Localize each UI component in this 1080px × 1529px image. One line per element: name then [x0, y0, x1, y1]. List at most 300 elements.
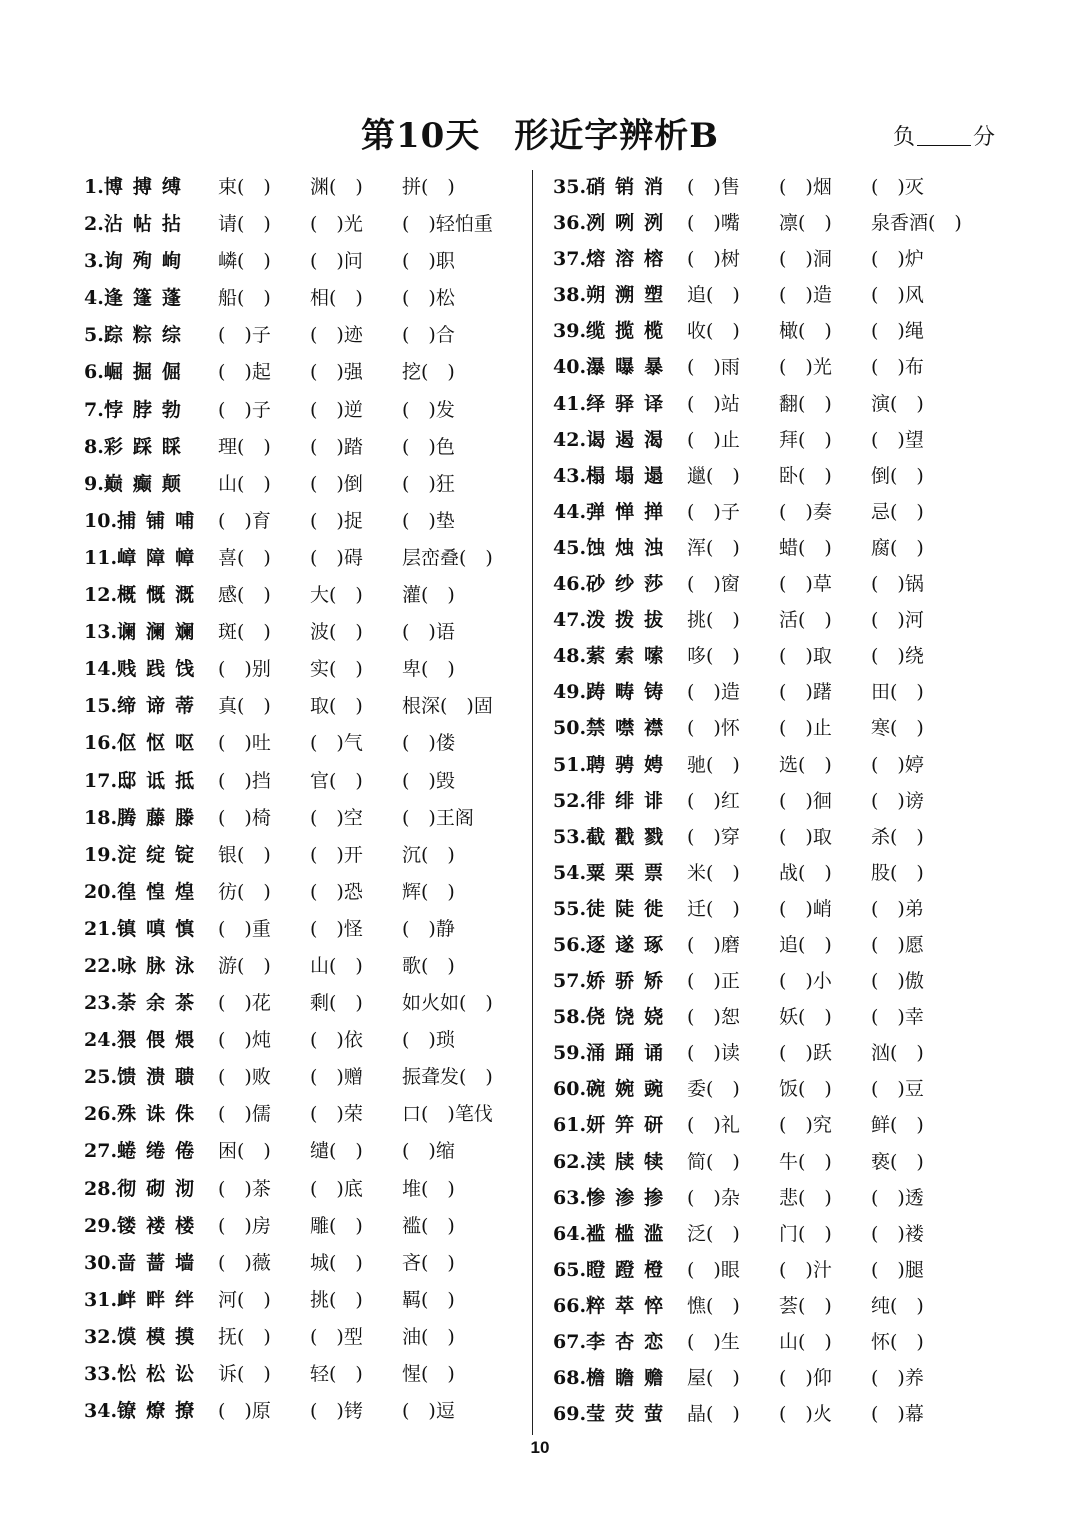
fill-blank-word[interactable]: ( )强: [310, 361, 363, 384]
fill-blank-word[interactable]: ( )花: [218, 992, 271, 1015]
fill-blank-word[interactable]: 灌( ): [402, 584, 455, 607]
exercise-characters: 博搏缚: [103, 176, 191, 198]
exercise-number: 23.: [84, 992, 118, 1015]
exercise-characters: 逐遂琢: [586, 933, 674, 956]
exercise-number: 4.: [84, 287, 104, 310]
exercise-number: 66.: [553, 1294, 587, 1317]
fill-blank-word[interactable]: ( )子: [218, 324, 271, 347]
fill-blank-word[interactable]: ( )恐: [310, 880, 363, 903]
exercise-number: 63.: [553, 1186, 587, 1209]
fill-blank-word[interactable]: 浑( ): [687, 536, 740, 559]
fill-blank-word[interactable]: ( )止: [687, 428, 740, 451]
fill-blank-word[interactable]: ( )赠: [310, 1066, 363, 1089]
fill-blank-word[interactable]: 彷( ): [218, 880, 271, 903]
fill-blank-word[interactable]: ( )开: [310, 843, 363, 866]
exercise-characters: 馈溃聩: [117, 1066, 205, 1089]
exercise-label: [553, 573, 673, 595]
fill-blank-word[interactable]: 山( ): [310, 954, 363, 977]
exercise-row: [84, 688, 493, 725]
exercise-row: [553, 674, 924, 710]
exercise-characters: 侥饶娆: [586, 1006, 674, 1029]
fill-blank-word[interactable]: 凛( ): [779, 212, 832, 235]
fill-blank-word[interactable]: 嶙( ): [218, 250, 271, 273]
exercise-row: [84, 317, 455, 354]
exercise-characters: 踪粽综: [103, 324, 191, 347]
fill-blank-word[interactable]: ( )磨: [687, 933, 740, 956]
column-divider: [532, 170, 533, 1435]
fill-blank-word[interactable]: 油( ): [402, 1325, 455, 1348]
fill-blank-word[interactable]: ( )怀: [687, 717, 740, 740]
fill-blank-word[interactable]: 演( ): [871, 392, 924, 415]
exercise-label: [84, 399, 191, 421]
exercise-number: 51.: [553, 753, 587, 776]
fill-blank-word[interactable]: 忌( ): [871, 500, 924, 523]
exercise-characters: 砂纱莎: [586, 573, 674, 596]
fill-blank-word[interactable]: ( )幸: [871, 1006, 924, 1029]
fill-blank-word[interactable]: 沉( ): [402, 843, 455, 866]
exercise-row: [553, 1035, 924, 1071]
fill-blank-word[interactable]: ( )偻: [402, 732, 455, 755]
fill-blank-word[interactable]: 惺( ): [402, 1363, 455, 1385]
exercise-row: [553, 1071, 924, 1107]
exercise-characters: 邸诋抵: [117, 769, 205, 792]
fill-blank-word[interactable]: 挑( ): [310, 1288, 363, 1311]
fill-blank-word[interactable]: ( )读: [687, 1042, 740, 1065]
fill-blank-word[interactable]: 活( ): [779, 609, 832, 632]
fill-blank-word[interactable]: 米( ): [687, 861, 740, 884]
fill-blank-word[interactable]: 振聋发( ): [402, 1066, 493, 1089]
fill-blank-word[interactable]: 河( ): [218, 1288, 271, 1311]
exercise-row: [553, 819, 924, 855]
fill-blank-word[interactable]: ( )吐: [218, 732, 271, 755]
fill-blank-word[interactable]: ( )育: [218, 509, 271, 532]
fill-blank-word[interactable]: 驰( ): [687, 753, 740, 776]
exercise-label: [553, 1331, 673, 1353]
fill-blank-word[interactable]: ( )败: [218, 1066, 271, 1089]
exercise-label: [553, 826, 673, 848]
fill-blank-word[interactable]: 吝( ): [402, 1251, 455, 1274]
fill-blank-word[interactable]: ( )褛: [871, 1222, 924, 1245]
exercise-characters: 榻塌遢: [586, 464, 674, 487]
fill-blank-word[interactable]: ( )婷: [871, 753, 924, 776]
fill-blank-word[interactable]: 城( ): [310, 1251, 363, 1274]
fill-blank-word[interactable]: 泉香酒( ): [871, 212, 962, 235]
exercise-label: [553, 1259, 673, 1281]
fill-blank-word[interactable]: ( )造: [687, 681, 740, 704]
fill-blank-word[interactable]: ( )气: [310, 732, 363, 755]
exercise-label: [84, 807, 204, 829]
fill-blank-word[interactable]: ( )豆: [871, 1078, 924, 1101]
fill-blank-word[interactable]: 简( ): [687, 1150, 740, 1173]
fill-blank-word[interactable]: ( )谤: [871, 789, 924, 812]
fill-blank-word[interactable]: ( )洞: [779, 248, 832, 271]
fill-blank-word[interactable]: ( )望: [871, 428, 924, 451]
fill-blank-word[interactable]: 泛( ): [687, 1222, 740, 1245]
fill-blank-word[interactable]: ( )杂: [687, 1186, 740, 1209]
exercise-characters: 褴槛滥: [586, 1222, 674, 1245]
fill-blank-word[interactable]: ( )迹: [310, 324, 363, 347]
fill-blank-word[interactable]: 山( ): [218, 472, 271, 495]
fill-blank-word[interactable]: ( )穿: [687, 825, 740, 848]
fill-blank-word[interactable]: ( )光: [310, 213, 363, 236]
exercise-label: [84, 881, 204, 903]
fill-blank-word[interactable]: 倒( ): [871, 464, 924, 487]
fill-blank-word[interactable]: ( )别: [218, 658, 271, 681]
fill-blank-word[interactable]: ( )腿: [871, 1258, 924, 1281]
fill-blank-word[interactable]: 官( ): [310, 769, 363, 792]
fill-blank-word[interactable]: ( )狂: [402, 472, 455, 495]
fill-blank-word[interactable]: 卑( ): [402, 658, 455, 681]
fill-blank-word[interactable]: ( )炖: [218, 1029, 271, 1052]
fill-blank-word[interactable]: ( )捉: [310, 509, 363, 532]
exercise-characters: 缆揽榄: [586, 320, 674, 343]
exercise-label: [84, 1178, 204, 1200]
fill-blank-word[interactable]: ( )发: [402, 398, 455, 421]
fill-blank-word[interactable]: ( )河: [871, 609, 924, 632]
fill-blank-word[interactable]: 羁( ): [402, 1288, 455, 1311]
score-prefix: 负: [893, 125, 916, 150]
fill-blank-word[interactable]: ( )茶: [218, 1177, 271, 1200]
exercise-row: [84, 948, 455, 985]
fill-blank-word[interactable]: 根深( )固: [402, 695, 493, 718]
exercise-row: [553, 1144, 924, 1180]
fill-blank-word[interactable]: 杀( ): [871, 825, 924, 848]
fill-blank-word[interactable]: ( )究: [779, 1114, 832, 1137]
exercise-row: [84, 466, 455, 503]
fill-blank-word[interactable]: ( )烟: [779, 176, 832, 198]
exercise-row: [84, 1356, 455, 1393]
fill-blank-word[interactable]: 诉( ): [218, 1363, 271, 1385]
fill-blank-word[interactable]: 邋( ): [687, 464, 740, 487]
fill-blank-word[interactable]: ( )仰: [779, 1367, 832, 1390]
fill-blank-word[interactable]: ( )养: [871, 1367, 924, 1390]
fill-blank-word[interactable]: ( )怪: [310, 917, 363, 940]
fill-blank-word[interactable]: 晶( ): [687, 1403, 740, 1426]
fill-blank-word[interactable]: 堆( ): [402, 1177, 455, 1200]
fill-blank-word[interactable]: 船( ): [218, 287, 271, 310]
exercise-number: 8.: [84, 435, 104, 458]
exercise-label: [84, 1066, 204, 1088]
fill-blank-word[interactable]: ( )树: [687, 248, 740, 271]
exercise-characters: 檐瞻赡: [586, 1367, 674, 1390]
fill-blank-word[interactable]: ( )松: [402, 287, 455, 310]
fill-blank-word[interactable]: 战( ): [779, 861, 832, 884]
fill-blank-word[interactable]: ( )幕: [871, 1403, 924, 1426]
fill-blank-word[interactable]: 层峦叠( ): [402, 546, 493, 569]
fill-blank-word[interactable]: 妖( ): [779, 1006, 832, 1029]
fill-blank-word[interactable]: 抚( ): [218, 1325, 271, 1348]
fill-blank-word[interactable]: 哆( ): [687, 645, 740, 668]
fill-blank-word[interactable]: ( )琐: [402, 1029, 455, 1052]
left-column: [84, 169, 493, 1430]
fill-blank-word[interactable]: ( )眼: [687, 1258, 740, 1281]
exercise-number: 64.: [553, 1222, 587, 1245]
exercise-characters: 截戳戮: [586, 825, 674, 848]
exercise-number: 32.: [84, 1325, 118, 1348]
exercise-row: [553, 241, 924, 277]
fill-blank-word[interactable]: ( )子: [687, 500, 740, 523]
fill-blank-word[interactable]: ( )空: [310, 806, 363, 829]
fill-blank-word[interactable]: 汹( ): [871, 1042, 924, 1065]
exercise-number: 6.: [84, 361, 104, 384]
fill-blank-word[interactable]: ( )峭: [779, 897, 832, 920]
exercise-characters: 猥偎煨: [117, 1029, 205, 1052]
fill-blank-word[interactable]: 橄( ): [779, 320, 832, 343]
fill-blank-word[interactable]: 相( ): [310, 287, 363, 310]
fill-blank-word[interactable]: ( )布: [871, 356, 924, 379]
exercise-label: [84, 1029, 204, 1051]
fill-blank-word[interactable]: ( )生: [687, 1331, 740, 1353]
exercise-characters: 询殉峋: [103, 250, 191, 273]
fill-blank-word[interactable]: 请( ): [218, 213, 271, 236]
fill-blank-word[interactable]: ( )型: [310, 1325, 363, 1348]
exercise-row: [84, 911, 455, 948]
fill-blank-word[interactable]: 山( ): [779, 1331, 832, 1353]
fill-blank-word[interactable]: 拼( ): [402, 176, 455, 198]
fill-blank-word[interactable]: 悲( ): [779, 1186, 832, 1209]
page-number: 10: [530, 1438, 550, 1457]
exercise-label: [84, 732, 204, 754]
fill-blank-word[interactable]: ( )毁: [402, 769, 455, 792]
exercise-number: 47.: [553, 609, 587, 632]
exercise-number: 21.: [84, 917, 118, 940]
fill-blank-word[interactable]: 取( ): [310, 695, 363, 718]
fill-blank-word[interactable]: ( )光: [779, 356, 832, 379]
exercise-label: [84, 510, 204, 532]
fill-blank-word[interactable]: 蜡( ): [779, 536, 832, 559]
exercise-row: [553, 1288, 924, 1324]
fill-blank-word[interactable]: 翻( ): [779, 392, 832, 415]
exercise-label: [84, 436, 191, 458]
exercise-label: [553, 537, 673, 559]
fill-blank-word[interactable]: ( )轻怕重: [402, 213, 493, 236]
exercise-number: 31.: [84, 1288, 118, 1311]
exercise-number: 16.: [84, 732, 118, 755]
fill-blank-word[interactable]: ( )原: [218, 1400, 271, 1423]
fill-blank-word[interactable]: 挑( ): [687, 609, 740, 632]
fill-blank-word[interactable]: 收( ): [687, 320, 740, 343]
fill-blank-word[interactable]: ( )跃: [779, 1042, 832, 1065]
fill-blank-word[interactable]: ( )起: [218, 361, 271, 384]
fill-blank-word[interactable]: ( )绳: [871, 320, 924, 343]
fill-blank-word[interactable]: 缱( ): [310, 1140, 363, 1163]
fill-blank-word[interactable]: 鲜( ): [871, 1114, 924, 1137]
fill-blank-word[interactable]: ( )王阁: [402, 806, 474, 829]
exercise-number: 60.: [553, 1078, 587, 1101]
fill-blank-word[interactable]: 斑( ): [218, 621, 271, 644]
fill-blank-word[interactable]: 实( ): [310, 658, 363, 681]
fill-blank-word[interactable]: ( )底: [310, 1177, 363, 1200]
fill-blank-word[interactable]: ( )合: [402, 324, 455, 347]
fill-blank-word[interactable]: ( )逗: [402, 1400, 455, 1423]
fill-blank-word[interactable]: 饭( ): [779, 1078, 832, 1101]
exercise-characters: 缔谛蒂: [117, 695, 205, 718]
fill-blank-word[interactable]: 憔( ): [687, 1294, 740, 1317]
exercise-row: [553, 458, 924, 494]
exercise-label: [553, 1367, 673, 1389]
exercise-label: [553, 1151, 673, 1173]
exercise-characters: 禁噤襟: [586, 717, 674, 740]
fill-blank-word[interactable]: 大( ): [310, 584, 363, 607]
exercise-characters: 馍模摸: [117, 1325, 205, 1348]
exercise-label: [84, 695, 204, 717]
exercise-label: [84, 287, 191, 309]
fill-blank-word[interactable]: ( )重: [218, 917, 271, 940]
exercise-row: [84, 1282, 455, 1319]
fill-blank-word[interactable]: ( )倒: [310, 472, 363, 495]
fill-blank-word[interactable]: 喜( ): [218, 546, 271, 569]
fill-blank-word[interactable]: 束( ): [218, 176, 271, 198]
exercise-label: [84, 1103, 204, 1125]
exercise-number: 15.: [84, 695, 118, 718]
fill-blank-word[interactable]: ( )取: [779, 645, 832, 668]
fill-blank-word[interactable]: 口( )笔伐: [402, 1103, 493, 1126]
fill-blank-word[interactable]: 寒( ): [871, 717, 924, 740]
fill-blank-word[interactable]: 迁( ): [687, 897, 740, 920]
fill-blank-word[interactable]: 牛( ): [779, 1150, 832, 1173]
exercise-row: [553, 566, 924, 602]
fill-blank-word[interactable]: ( )窗: [687, 573, 740, 596]
score-blank[interactable]: [917, 123, 971, 146]
fill-blank-word[interactable]: ( )恕: [687, 1006, 740, 1029]
exercise-characters: 镂褛楼: [117, 1214, 205, 1237]
fill-blank-word[interactable]: ( )铐: [310, 1400, 363, 1423]
fill-blank-word[interactable]: 褴( ): [402, 1214, 455, 1237]
fill-blank-word[interactable]: 荟( ): [779, 1294, 832, 1317]
exercise-label: [553, 429, 673, 451]
fill-blank-word[interactable]: ( )红: [687, 789, 740, 812]
fill-blank-word[interactable]: ( )房: [218, 1214, 271, 1237]
fill-blank-word[interactable]: ( )弟: [871, 897, 924, 920]
exercise-row: [84, 1319, 455, 1356]
fill-blank-word[interactable]: 委( ): [687, 1078, 740, 1101]
fill-blank-word[interactable]: 感( ): [218, 584, 271, 607]
fill-blank-word[interactable]: ( )子: [218, 398, 271, 421]
fill-blank-word[interactable]: ( )站: [687, 392, 740, 415]
fill-blank-word[interactable]: 轻( ): [310, 1363, 363, 1385]
fill-blank-word[interactable]: 腐( ): [871, 536, 924, 559]
exercise-row: [553, 494, 924, 530]
fill-blank-word[interactable]: ( )躇: [779, 681, 832, 704]
fill-blank-word[interactable]: ( )挡: [218, 769, 271, 792]
exercise-characters: 徘绯诽: [586, 789, 674, 812]
fill-blank-word[interactable]: 田( ): [871, 681, 924, 704]
fill-blank-word[interactable]: ( )售: [687, 176, 740, 198]
fill-blank-word[interactable]: ( )逆: [310, 398, 363, 421]
fill-blank-word[interactable]: 困( ): [218, 1140, 271, 1163]
fill-blank-word[interactable]: 股( ): [871, 861, 924, 884]
fill-blank-word[interactable]: ( )踏: [310, 435, 363, 458]
exercise-row: [553, 891, 924, 927]
fill-blank-word[interactable]: 选( ): [779, 753, 832, 776]
exercise-characters: 粹萃悴: [586, 1294, 674, 1317]
fill-blank-word[interactable]: ( )荣: [310, 1103, 363, 1126]
fill-blank-word[interactable]: 游( ): [218, 954, 271, 977]
fill-blank-word[interactable]: ( )正: [687, 970, 740, 993]
fill-blank-word[interactable]: ( )雨: [687, 356, 740, 379]
fill-blank-word[interactable]: ( )缩: [402, 1140, 455, 1163]
fill-blank-word[interactable]: ( )问: [310, 250, 363, 273]
fill-blank-word[interactable]: 歌( ): [402, 954, 455, 977]
fill-blank-word[interactable]: ( )垫: [402, 509, 455, 532]
exercise-number: 54.: [553, 861, 587, 884]
fill-blank-word[interactable]: 雕( ): [310, 1214, 363, 1237]
fill-blank-word[interactable]: ( )造: [779, 284, 832, 307]
fill-blank-word[interactable]: 理( ): [218, 435, 271, 458]
fill-blank-word[interactable]: ( )汁: [779, 1258, 832, 1281]
exercise-characters: 李杏恋: [586, 1331, 674, 1353]
fill-blank-word[interactable]: ( )奏: [779, 500, 832, 523]
exercise-row: [553, 1396, 924, 1432]
exercise-characters: 谒遏渴: [586, 428, 674, 451]
fill-blank-word[interactable]: 挖( ): [402, 361, 455, 384]
exercise-number: 49.: [553, 681, 587, 704]
fill-blank-word[interactable]: ( )色: [402, 435, 455, 458]
fill-blank-word[interactable]: 纯( ): [871, 1294, 924, 1317]
exercise-label: [84, 1140, 204, 1162]
exercise-number: 18.: [84, 806, 118, 829]
fill-blank-word[interactable]: ( )小: [779, 970, 832, 993]
fill-blank-word[interactable]: ( )止: [779, 717, 832, 740]
fill-blank-word[interactable]: 追( ): [779, 933, 832, 956]
fill-blank-word[interactable]: 剩( ): [310, 992, 363, 1015]
fill-blank-word[interactable]: ( )职: [402, 250, 455, 273]
fill-blank-word[interactable]: 拜( ): [779, 428, 832, 451]
fill-blank-word[interactable]: 波( ): [310, 621, 363, 644]
fill-blank-word[interactable]: 屋( ): [687, 1367, 740, 1390]
fill-blank-word[interactable]: ( )儒: [218, 1103, 271, 1126]
fill-blank-word[interactable]: ( )锅: [871, 573, 924, 596]
fill-blank-word[interactable]: ( )礼: [687, 1114, 740, 1137]
fill-blank-word[interactable]: ( )火: [779, 1403, 832, 1426]
fill-blank-word[interactable]: ( )取: [779, 825, 832, 848]
fill-blank-word[interactable]: ( )草: [779, 573, 832, 596]
exercise-number: 36.: [553, 212, 587, 235]
fill-blank-word[interactable]: ( )愿: [871, 933, 924, 956]
fill-blank-word[interactable]: ( )灭: [871, 176, 924, 198]
exercise-label: [84, 1252, 204, 1274]
fill-blank-word[interactable]: 真( ): [218, 695, 271, 718]
fill-blank-word[interactable]: ( )徊: [779, 789, 832, 812]
fill-blank-word[interactable]: ( )炉: [871, 248, 924, 271]
fill-blank-word[interactable]: ( )碍: [310, 546, 363, 569]
exercise-characters: 萦索嗦: [586, 645, 674, 668]
fill-blank-word[interactable]: 卧( ): [779, 464, 832, 487]
fill-blank-word[interactable]: 门( ): [779, 1222, 832, 1245]
fill-blank-word[interactable]: ( )傲: [871, 970, 924, 993]
exercise-characters: 腾藤滕: [117, 806, 205, 829]
fill-blank-word[interactable]: 怀( ): [871, 1331, 924, 1353]
exercise-label: [84, 844, 204, 866]
fill-blank-word[interactable]: ( )嘴: [687, 212, 740, 235]
fill-blank-word[interactable]: 渊( ): [310, 176, 363, 198]
exercise-number: 12.: [84, 584, 118, 607]
fill-blank-word[interactable]: ( )语: [402, 621, 455, 644]
fill-blank-word[interactable]: ( )透: [871, 1186, 924, 1209]
exercise-characters: 悖脖勃: [103, 398, 191, 421]
fill-blank-word[interactable]: ( )静: [402, 917, 455, 940]
fill-blank-word[interactable]: 辉( ): [402, 880, 455, 903]
fill-blank-word[interactable]: ( )薇: [218, 1251, 271, 1274]
fill-blank-word[interactable]: ( )依: [310, 1029, 363, 1052]
fill-blank-word[interactable]: ( )绕: [871, 645, 924, 668]
fill-blank-word[interactable]: ( )风: [871, 284, 924, 307]
fill-blank-word[interactable]: 追( ): [687, 284, 740, 307]
fill-blank-word[interactable]: ( )椅: [218, 806, 271, 829]
fill-blank-word[interactable]: 如火如( ): [402, 992, 493, 1015]
fill-blank-word[interactable]: 亵( ): [871, 1150, 924, 1173]
fill-blank-word[interactable]: 银( ): [218, 843, 271, 866]
